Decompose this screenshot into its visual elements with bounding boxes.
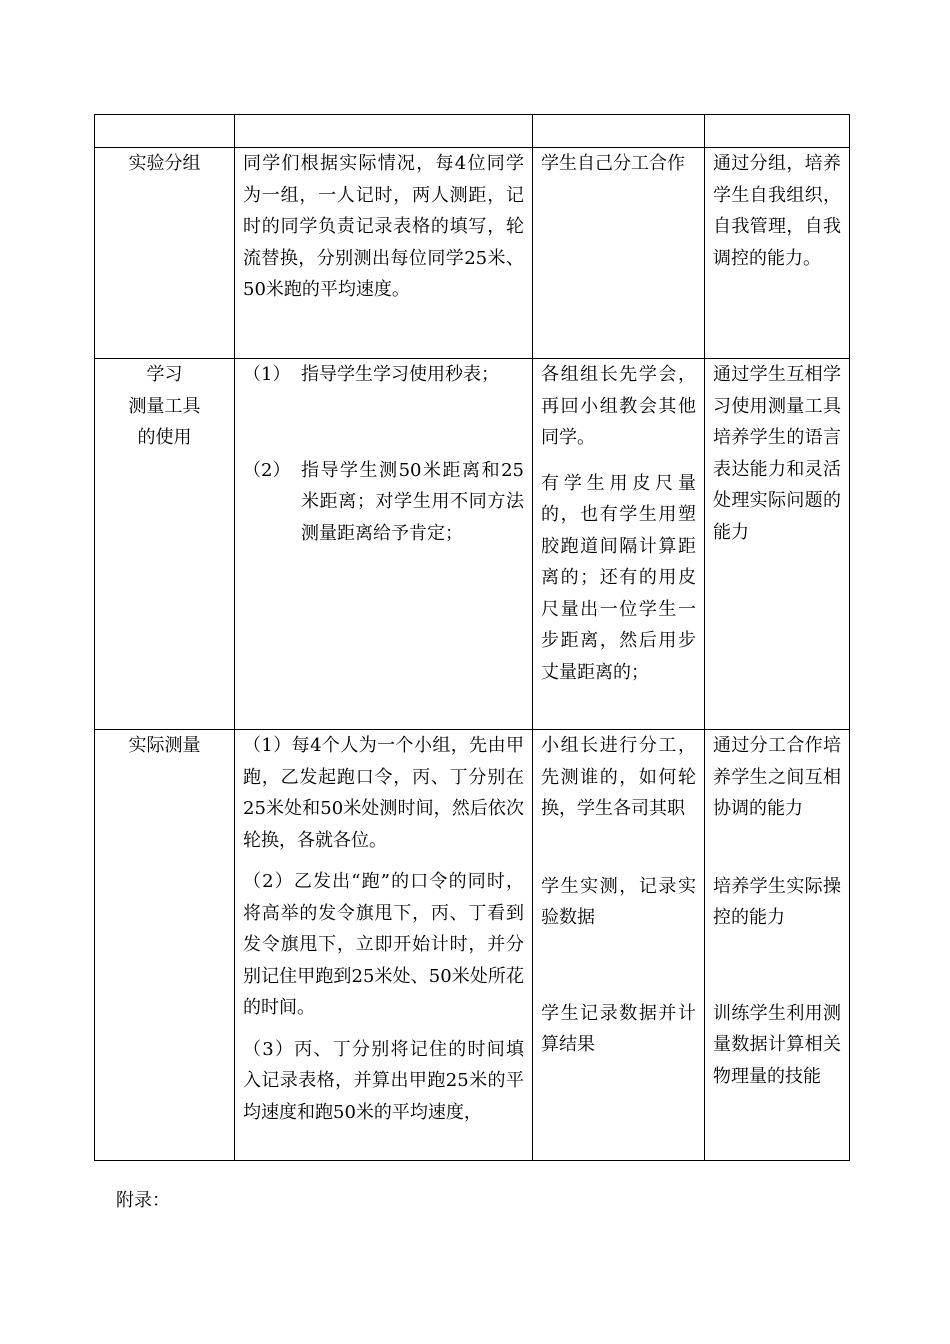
step-name-cell [95, 148, 235, 359]
table-cell [235, 115, 533, 148]
paragraph: 各组组长先学会，再回小组教会其他同学。 [541, 364, 696, 448]
design-intent-cell [705, 359, 850, 730]
step-name-line: 测量工具 [128, 395, 201, 417]
step-name-cell [95, 730, 235, 1161]
design-intent-text: 通过学生互相学习使用测量工具培养学生的语言表达能力和灵活处理实际问题的能力 [713, 364, 841, 543]
paragraph: 训练学生利用测量数据计算相关物理量的技能 [713, 1002, 841, 1087]
paragraph: 学生记录数据并计算结果 [541, 1002, 696, 1055]
teacher-activity-cell [235, 148, 533, 359]
list-item [243, 359, 524, 391]
paragraph: 通过分工合作培养学生之间互相协调的能力 [713, 735, 841, 819]
paragraph: 小组长进行分工，先测谁的，如何轮换，学生各司其职 [541, 735, 696, 819]
student-activity-cell [533, 359, 705, 730]
design-intent-cell [705, 148, 850, 359]
step-name: 实验分组 [128, 153, 201, 174]
appendix-label: 附录： [116, 1190, 170, 1211]
paragraph: （2）乙发出“跑”的口令的同时，将高举的发令旗甩下，丙、丁看到发令旗甩下，立即开始计时，并分别记住甲跑到25米处、50米处所花的时间。 [243, 871, 524, 1018]
step-name-line: 的使用 [137, 427, 192, 448]
paragraph: （3）丙、丁分别将记住的时间填入记录表格，并算出甲跑25米的平均速度和跑50米的平均速度， [243, 1038, 524, 1123]
table-row-grouping [95, 148, 850, 359]
item-number: （1） [243, 364, 291, 385]
table-cell [533, 115, 705, 148]
student-activity-text: 学生自己分工合作 [541, 153, 685, 174]
design-intent-cell [705, 730, 850, 1161]
item-text: 指导学生测50米距离和25米距离；对学生用不同方法测量距离给予肯定； [301, 459, 524, 544]
table-cell [705, 115, 850, 148]
list-item [243, 455, 524, 550]
paragraph: 有学生用皮尺量的，也有学生用塑胶跑道间隔计算距离的；还有的用皮尺量出一位学生一步距离，然后用步丈量距离的； [541, 472, 696, 683]
item-text: 指导学生学习使用秒表； [301, 364, 499, 385]
paragraph: （1）每4个人为一个小组，先由甲跑，乙发起跑口令，丙、丁分别在25米处和50米处测时间，然后依次轮换，各就各位。 [243, 735, 524, 851]
paragraph: 学生实测，记录实验数据 [541, 875, 696, 928]
student-activity-cell [533, 730, 705, 1161]
paragraph: 培养学生实际操控的能力 [713, 875, 841, 928]
teacher-activity-text: 同学们根据实际情况，每4位同学为一组，一人记时，两人测距，记时的同学负责记录表格的填写，轮流替换，分别测出每位同学25米、50米跑的平均速度。 [243, 153, 524, 300]
design-intent-text: 通过分组，培养学生自我组织，自我管理，自我调控的能力。 [713, 153, 841, 269]
table-row-tools [95, 359, 850, 730]
step-name-line: 学习 [146, 364, 183, 385]
item-number: （2） [243, 459, 291, 481]
table-row-empty [95, 115, 850, 148]
table-row-measurement [95, 730, 850, 1161]
table-cell [95, 115, 235, 148]
student-activity-cell [533, 148, 705, 359]
step-name: 实际测量 [128, 735, 201, 756]
teacher-activity-cell [235, 730, 533, 1161]
lesson-plan-table [94, 114, 850, 1161]
step-name-cell [95, 359, 235, 730]
teacher-activity-cell [235, 359, 533, 730]
